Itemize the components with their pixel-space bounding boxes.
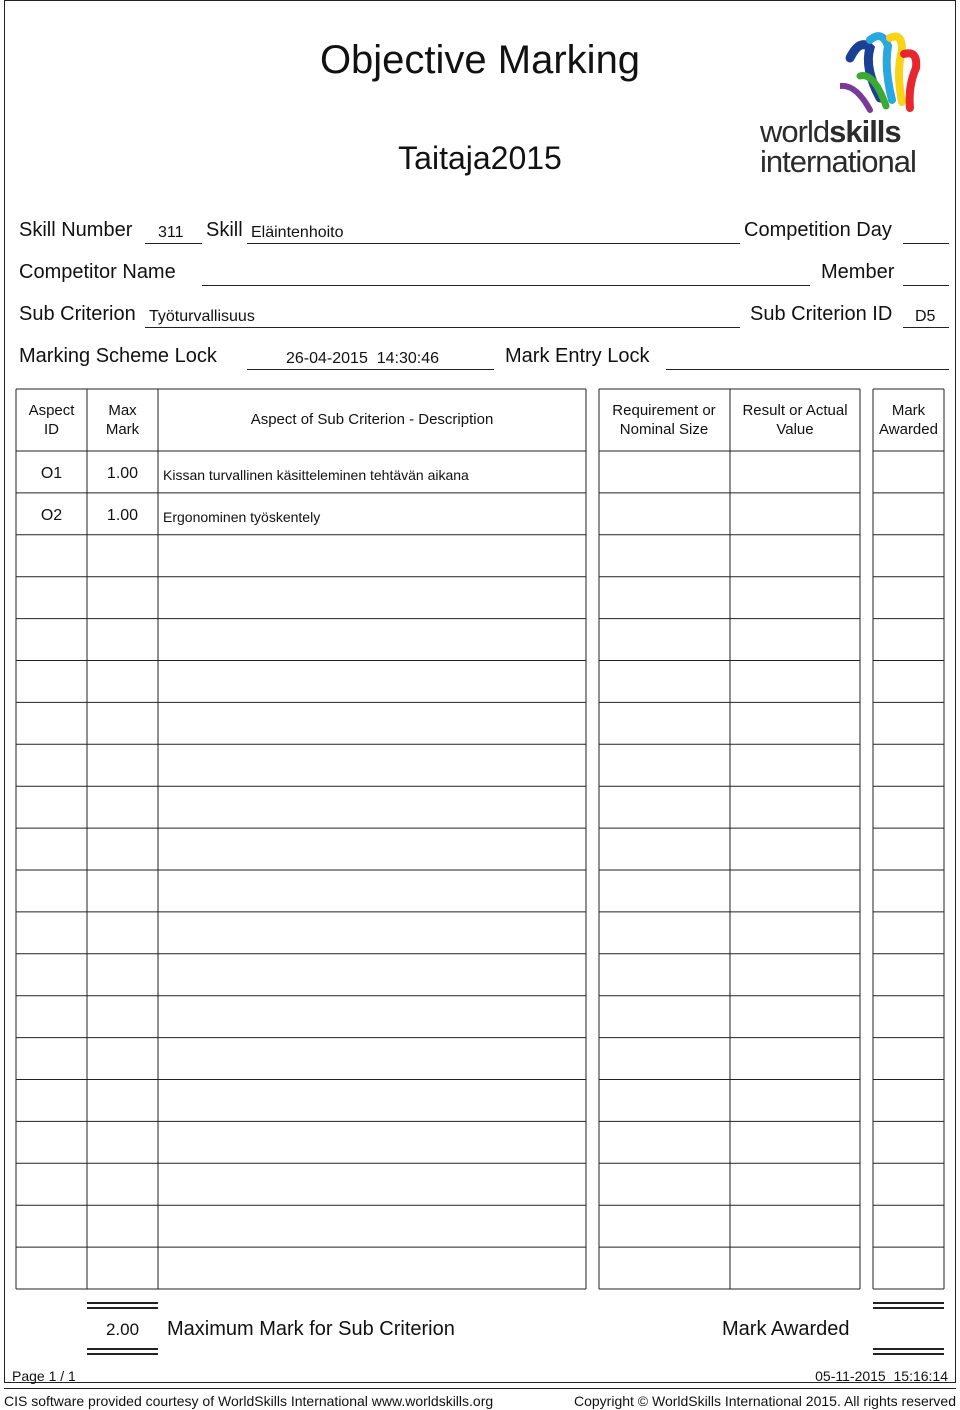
awarded-total-bottom-rule <box>873 1348 944 1355</box>
page-number: Page 1 / 1 <box>12 1368 76 1384</box>
skill-value: Eläintenhoito <box>251 224 344 241</box>
skill-number-label: Skill Number <box>19 219 133 241</box>
row-1-aspect-id: O1 <box>40 465 63 482</box>
sub-criterion-id-label: Sub Criterion ID <box>750 303 893 325</box>
competitor-name-label: Competitor Name <box>19 261 176 283</box>
logo-text-world: world <box>760 114 830 149</box>
sub-criterion-id-value: D5 <box>915 308 936 325</box>
event-title: Taitaja2015 <box>398 140 562 176</box>
mark-awarded-label: Mark Awarded <box>722 1318 850 1340</box>
member-label: Member <box>821 261 895 283</box>
max-total-top-rule <box>87 1302 158 1309</box>
header-result: Result or Actual Value <box>742 401 848 438</box>
awarded-total-top-rule <box>873 1302 944 1309</box>
max-mark-total: 2.00 <box>105 1320 140 1339</box>
copyright-text: Copyright © WorldSkills International 2015. All rights reserved <box>573 1393 956 1409</box>
header-requirement: Requirement or Nominal Size <box>612 401 716 438</box>
max-total-bottom-rule <box>87 1348 158 1355</box>
row-1-description: Kissan turvallinen käsitteleminen tehtävän aikana <box>163 467 469 483</box>
skill-number-value: 311 <box>158 224 184 241</box>
row-1-max-mark: 1.00 <box>106 465 139 482</box>
row-2-description: Ergonominen työskentely <box>163 509 321 525</box>
header-max-mark: Max Mark <box>105 401 140 438</box>
marking-scheme-lock-value: 26-04-2015 14:30:46 <box>286 350 440 367</box>
mark-entry-lock-label: Mark Entry Lock <box>505 345 650 367</box>
courtesy-text: CIS software provided courtesy of WorldSkills International www.worldskills.org <box>4 1393 494 1409</box>
logo-text-skills: skills <box>829 114 901 149</box>
max-mark-label: Maximum Mark for Sub Criterion <box>167 1318 455 1340</box>
skill-label: Skill <box>206 219 243 241</box>
row-2-max-mark: 1.00 <box>106 507 139 524</box>
footer-divider <box>4 1388 956 1389</box>
page-title: Objective Marking <box>319 38 641 82</box>
marking-scheme-lock-label: Marking Scheme Lock <box>19 345 217 367</box>
logo-text-international: international <box>760 144 916 179</box>
header-aspect-id: Aspect ID <box>28 401 75 438</box>
row-2-aspect-id: O2 <box>40 507 63 524</box>
sub-criterion-value: Työturvallisuus <box>149 308 255 325</box>
print-timestamp: 05-11-2015 15:16:14 <box>815 1368 948 1384</box>
header-description: Aspect of Sub Criterion - Description <box>250 411 494 428</box>
sub-criterion-label: Sub Criterion <box>19 303 136 325</box>
header-mark-awarded: Mark Awarded <box>879 401 938 438</box>
competition-day-label: Competition Day <box>744 219 892 241</box>
